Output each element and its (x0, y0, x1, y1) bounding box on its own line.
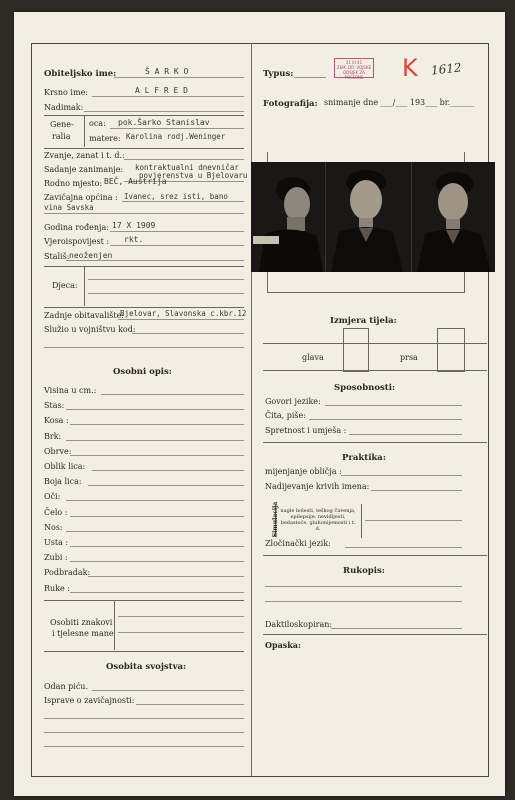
simulation-note: nagle bolesti, teškog čuvenja, epilepsije, nevidljesti, bedastoće, gluhonijemosti i t. d. (280, 508, 356, 532)
surname-line (114, 77, 244, 78)
documents-line (136, 704, 244, 705)
description-field-line (88, 485, 244, 486)
abilities-bottom-line (263, 442, 487, 443)
disguise-label: mijenjanje obličja : (265, 467, 342, 476)
children-line-2 (88, 293, 244, 294)
disguise-line (341, 475, 462, 476)
marks-line-1 (118, 616, 244, 617)
measurements-title: Izmjera tijela: (330, 316, 397, 326)
home-municipality-line-2 (44, 213, 244, 214)
birth-year-line (110, 231, 244, 232)
fingerprinted-label: Daktiloskopiran: (265, 620, 333, 629)
photo-date-text: snimanje dne ___/___ 193___ br.______ (324, 98, 475, 107)
typus-line (294, 77, 326, 78)
description-field-line (70, 516, 244, 517)
home-municipality-label: Zavičajna općina : (44, 193, 118, 202)
languages-line (325, 405, 462, 406)
description-field-line (70, 424, 244, 425)
last-residence-line (118, 319, 244, 320)
first-name-line (92, 96, 244, 97)
generalia-divider (84, 115, 85, 147)
description-field-line (70, 546, 244, 547)
handwriting-line-2 (265, 601, 462, 602)
documents-line-3 (44, 732, 244, 733)
remarks-label: Opaska: (265, 640, 301, 650)
home-municipality-line (122, 201, 244, 202)
description-field-line (88, 576, 244, 577)
current-job-value-2: povjerenstva u Bjelovaru (139, 171, 248, 180)
aliases-line (371, 490, 462, 491)
birthplace-value: BEČ, Austrija (104, 177, 167, 186)
marital-status-value: neoženjen (69, 251, 113, 260)
drinking-label: Odan piću. (44, 682, 88, 691)
description-field-label: Nos: (44, 523, 63, 532)
generalia-label-1: Gene- (50, 120, 74, 129)
drinking-line (92, 690, 244, 691)
criminal-language-label: Zločinački jezik: (265, 539, 331, 548)
current-job-value-1: kontraktualni dnevničar (135, 163, 239, 172)
handwriting-title: Rukopis: (343, 566, 385, 576)
stamp-line-1: 21 III 41 (345, 60, 363, 65)
description-field-line (70, 455, 244, 456)
first-name-label: Krsno ime: (44, 88, 88, 97)
aliases-label: Nadijevanje krivih imena: (265, 482, 370, 491)
nickname-line (84, 111, 244, 112)
description-title: Osobni opis: (113, 367, 172, 377)
description-field-label: Usta : (44, 538, 69, 547)
description-field-label: Oči: (44, 492, 61, 501)
mother-label: matere: (89, 134, 121, 143)
occupation-line (124, 159, 244, 160)
chest-measure-box (437, 328, 465, 372)
languages-label: Govori jezike: (265, 397, 321, 406)
description-field-label: Kosa : (44, 416, 69, 425)
surname-label: Obiteljsko ime: (44, 69, 117, 79)
religion-label: Vjeroispovijest : (44, 237, 110, 246)
description-field-label: Stas: (44, 401, 65, 410)
description-field-line (70, 561, 244, 562)
description-field-line (66, 409, 244, 410)
mother-value: Karolina rodj.Weninger (126, 132, 226, 141)
photo-label: Fotografija: (263, 99, 318, 109)
description-field-label: Boja lica: (44, 477, 82, 486)
stamp-line-3: ODSJEK ZA POSEBNE (343, 70, 365, 80)
home-municipality-value-2: vina Savska (44, 203, 94, 212)
abilities-title: Sposobnosti: (334, 383, 396, 393)
description-field-label: Obrve: (44, 447, 72, 456)
generalia-label-2: ralia (52, 132, 71, 141)
marital-status-line (66, 260, 244, 261)
reading-line (309, 419, 462, 420)
military-line-2 (44, 347, 244, 348)
practices-title: Praktika: (342, 453, 386, 463)
description-field-line (101, 394, 244, 395)
last-residence-value: Bjelovar, Slavonska c.kbr.12 (120, 309, 247, 318)
current-job-label: Sadanje zanimanje: (44, 165, 124, 174)
occupation-label: Zvanje, zanat i t. d.: (44, 151, 125, 160)
handwriting-line-1 (265, 586, 462, 587)
description-field-line (70, 592, 244, 593)
description-field-line (92, 470, 244, 471)
chest-label: prsa (400, 353, 418, 362)
office-stamp (334, 58, 374, 78)
typus-label: Typus: (263, 69, 294, 79)
measurements-bottom-line (263, 370, 487, 371)
documents-label: Isprave o zavičajnosti: (44, 696, 135, 705)
skill-line (349, 434, 462, 435)
birth-year-value: 17 X 1909 (112, 221, 156, 230)
mugshot-image (251, 162, 495, 272)
description-field-label: Brk: (44, 432, 62, 441)
description-field-label: Čelo : (44, 508, 68, 517)
practices-bottom-line (263, 555, 487, 556)
first-name-value: A L F R E D (135, 86, 188, 95)
marks-line-2 (118, 632, 244, 633)
column-divider (251, 43, 252, 776)
head-label: glava (302, 353, 324, 362)
description-field-line (66, 440, 244, 441)
children-divider (84, 266, 85, 306)
marks-label-1: Osobiti znakovi (50, 618, 113, 627)
children-label: Djeca: (52, 281, 78, 290)
marks-divider (114, 600, 115, 650)
documents-line-2 (44, 718, 244, 719)
simulation-label: Simulacija (272, 501, 280, 538)
mugshot-photo (251, 162, 495, 272)
description-field-label: Podbradak: (44, 568, 91, 577)
birthplace-label: Rodno mjesto: (44, 179, 103, 188)
description-field-label: Oblik lica: (44, 462, 86, 471)
record-card (14, 12, 505, 796)
father-value: pok.Šarko Stanislav (118, 118, 210, 127)
marital-status-label: Stališ: (44, 252, 70, 261)
last-residence-label: Zadnje obitavalište: (44, 311, 124, 320)
military-label: Služio u vojništvu kod: (44, 325, 136, 334)
religion-line (110, 245, 244, 246)
description-field-line (66, 531, 244, 532)
fingerprinted-line (331, 628, 462, 629)
reading-label: Čita, piše: (265, 411, 306, 420)
father-label: oca: (89, 119, 106, 128)
military-line (132, 333, 244, 334)
stamp-line-2: ZEM. DR. VOJSKE (336, 65, 372, 70)
surname-value: Š A R K O (145, 67, 189, 76)
description-field-line (66, 500, 244, 501)
fingerprint-bottom-line (263, 634, 487, 635)
religion-value: rkt. (124, 235, 144, 244)
criminal-language-line (345, 547, 462, 548)
file-number: 1612 (430, 60, 463, 78)
category-mark: K (402, 54, 418, 82)
traits-title: Osobita svojstva: (106, 662, 187, 672)
marks-label-2: i tjelesne mane (52, 629, 114, 638)
nickname-label: Nadimak: (44, 103, 84, 112)
skill-label: Spretnost i umješa : (265, 426, 347, 435)
children-line-1 (88, 279, 244, 280)
description-field-label: Ruke : (44, 584, 70, 593)
simulation-line (365, 520, 462, 521)
description-field-label: Visina u cm.: (44, 386, 97, 395)
head-measure-box (343, 328, 369, 372)
father-line (110, 128, 244, 129)
birth-year-label: Godina rođenja: (44, 223, 109, 232)
description-field-label: Zubi : (44, 553, 68, 562)
home-municipality-value-1: Ivanec, srez isti, bano (124, 192, 228, 201)
documents-line-4 (44, 746, 244, 747)
